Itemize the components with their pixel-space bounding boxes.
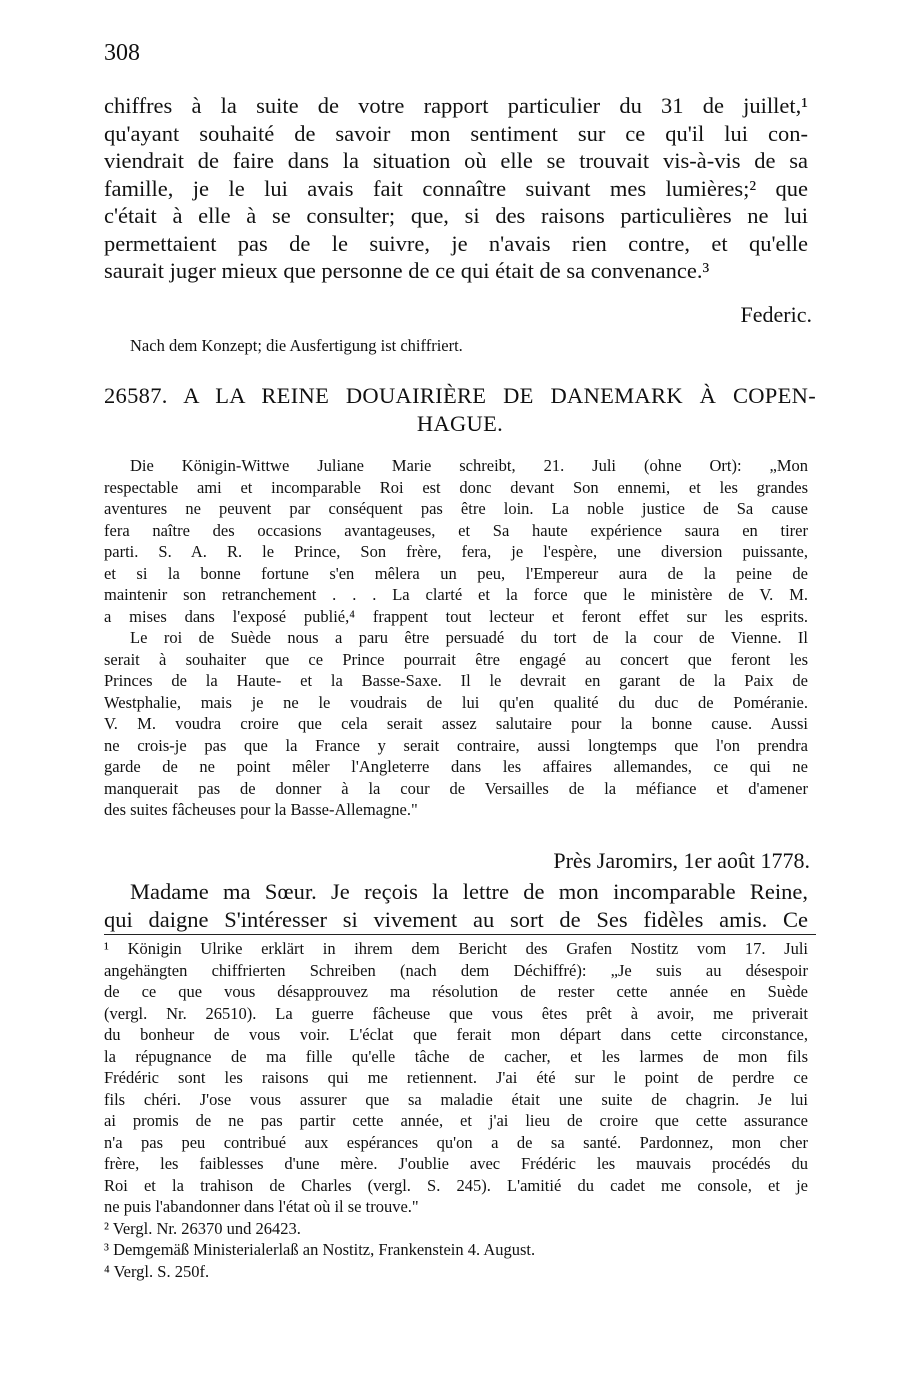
text-line: chiffres à la suite de votre rapport particulier du 31 de juillet,¹: [104, 93, 808, 118]
source-note: Nach dem Konzept; die Ausfertigung ist chiffriert.: [130, 336, 463, 355]
summary-line: V. M. voudra croire que cela serait assez salutaire pour la bonne cause. Aussi: [104, 714, 808, 733]
letter-body: [104, 878, 808, 933]
summary-line: parti. S. A. R. le Prince, Son frère, fera, je l'espère, une diversion puissante,: [104, 542, 808, 561]
footnote-line: ai promis de ne pas partir cette année, et j'ai lieu de croire que cette assurance: [104, 1111, 808, 1130]
footnote-line: angehängten chiffrierten Schreiben (nach dem Déchiffré): „Je suis au désespoir: [104, 960, 808, 980]
footnote-line: ⁴ Vergl. S. 250f.: [104, 1261, 210, 1281]
text-line: qu'ayant souhaité de savoir mon sentiment sur ce qu'il lui con-: [104, 120, 808, 146]
text-line: viendrait de faire dans la situation où elle se trouvait vis-à-vis de sa: [104, 148, 808, 173]
summary-line: Westphalie, mais je ne le voudrais de lui qu'en qualité du duc de Poméranie.: [104, 692, 808, 712]
footnote-line: ³ Demgemäß Ministerialerlaß an Nostitz, Frankenstein 4. August.: [104, 1240, 536, 1259]
text-line: saurait juger mieux que personne de ce qui était de sa convenance.³: [104, 258, 710, 283]
summary-line: Princes de la Haute- et la Basse-Saxe. Il le devrait en garant de la Paix de: [104, 671, 808, 690]
footnote-line: de ce que vous désapprouvez ma résolution de rester cette année en Suède: [104, 982, 808, 1001]
summary-line: aventures ne peuvent par conséquent pas être loin. La noble justice de Sa cause: [104, 499, 808, 518]
summary-line: serait à souhaiter que ce Prince pourrait être engagé au concert que feront les: [104, 649, 808, 669]
footnote-line: n'a pas peu contribué aux espérances qu'on a de sa santé. Pardonnez, mon cher: [104, 1132, 808, 1152]
footnote-line: la répugnance de ma fille qu'elle tâche de cacher, et les larmes de mon fils: [104, 1046, 808, 1066]
footnote-line: Frédéric sont les raisons qui me retiennent. J'ai été sur le point de perdre ce: [104, 1068, 808, 1087]
summary-line: maintenir son retranchement . . . La clarté et la force que le ministère de V. M.: [104, 585, 808, 604]
footnote-separator: [104, 934, 816, 935]
summary-line: garde de ne point mêler l'Angleterre dans les affaires allemandes, ce qui ne: [104, 757, 808, 776]
footnote-line: ² Vergl. Nr. 26370 und 26423.: [104, 1218, 301, 1238]
summary-line: ne crois-je pas que la France y serait contraire, aussi longtemps que l'on prendra: [104, 735, 808, 755]
letter-heading: [104, 382, 816, 438]
dateline: Près Jaromirs, 1er août 1778.: [553, 848, 810, 873]
summary-line: manquerait pas de donner à la cour de Versailles de la méfiance et d'amener: [104, 778, 808, 798]
footnote-line: frère, les faiblesses d'une mère. J'oublie avec Frédéric les mauvais procédés du: [104, 1154, 808, 1173]
text-line: permettaient pas de le suivre, je n'avais rien contre, et qu'elle: [104, 230, 808, 256]
heading-line-1: 26587. A LA REINE DOUAIRIÈRE DE DANEMARK À COPEN-: [104, 383, 816, 408]
summary-line: Die Königin-Wittwe Juliane Marie schreibt, 21. Juli (ohne Ort): „Mon: [130, 456, 808, 475]
letter-line: Madame ma Sœur. Je reçois la lettre de mon incomparable Reine,: [130, 879, 808, 904]
top-paragraph: [104, 92, 808, 285]
letter-line: qui daigne S'intéresser si vivement au sort de Ses fidèles amis. Ce: [104, 906, 808, 932]
text-line: famille, je le lui avais fait connaître suivant mes lumières;² que: [104, 175, 808, 201]
footnote-line: du bonheur de vous voir. L'éclat que ferait mon départ dans cette circonstance,: [104, 1025, 808, 1044]
summary-paragraph: [104, 455, 808, 821]
summary-line: des suites fâcheuses pour la Basse-Allemagne.": [104, 800, 418, 819]
summary-line: et si la bonne fortune s'en mêlera un peu, l'Empereur aura de la peine de: [104, 563, 808, 583]
summary-line: a mises dans l'exposé publié,⁴ frappent tout lecteur et feront effet sur les esprits.: [104, 606, 808, 626]
summary-line: Le roi de Suède nous a paru être persuadé du tort de la cour de Vienne. Il: [130, 628, 808, 647]
summary-line: fera naître des occasions avantageuses, et Sa haute expérience saura en tirer: [104, 520, 808, 540]
heading-line-2: HAGUE.: [416, 411, 504, 436]
footnotes: [104, 938, 808, 1282]
footnote-line: ne puis l'abandonner dans l'état où il se trouve.": [104, 1197, 419, 1216]
signature: Federic.: [740, 302, 812, 327]
footnote-line: ¹ Königin Ulrike erklärt in ihrem dem Bericht des Grafen Nostitz vom 17. Juli: [104, 939, 808, 958]
text-line: c'était à elle à se consulter; que, si des raisons particulières ne lui: [104, 203, 808, 228]
footnote-line: Roi et la trahison de Charles (vergl. S. 245). L'amitié du cadet me console, et je: [104, 1175, 808, 1195]
footnote-line: fils chéri. J'ose vous assurer que sa maladie était une suite de chagrin. Je lui: [104, 1089, 808, 1109]
page-number: 308: [104, 40, 140, 66]
footnote-line: (vergl. Nr. 26510). La guerre fâcheuse que vous êtes prêt à avoir, me priverait: [104, 1003, 808, 1023]
summary-line: respectable ami et incomparable Roi est donc devant Son ennemi, et les grandes: [104, 477, 808, 497]
